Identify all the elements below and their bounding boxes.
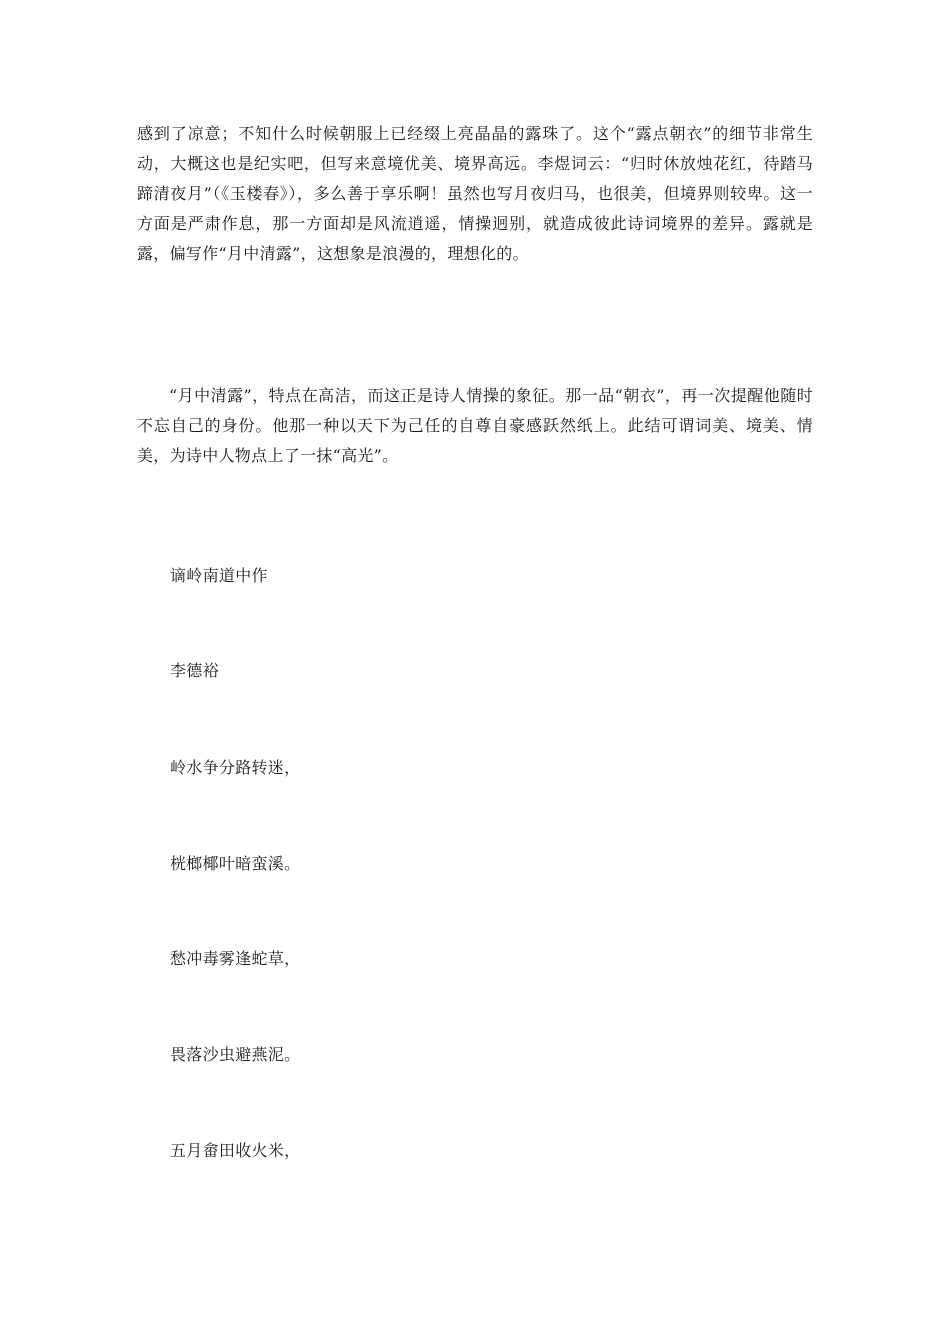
poem-line-5: 五月畲田收火米， [170,1141,301,1160]
poem-line-1: 岭水争分路转迷， [170,758,301,777]
poem-author: 李德裕 [170,661,219,680]
poem-line-4: 畏落沙虫避燕泥。 [170,1045,301,1064]
poem-title: 谪岭南道中作 [170,566,268,585]
body-paragraph-2: “月中清露”，特点在高洁，而这正是诗人情操的象征。那一品“朝衣”，再一次提醒他随时不忘自己的身份。他那一种以天下为己任的自尊自豪感跃然纸上。此结可谓词美、境美、情美，为诗中人物点上了一抹“高光”。 [137,386,813,465]
body-paragraph-1: 感到了凉意；不知什么时候朝服上已经缀上亮晶晶的露珠了。这个“露点朝衣”的细节非常生动，大概这也是纪实吧，但写来意境优美、境界高远。李煜词云：“归时休放烛花红，待踏马蹄清夜月”（《玉楼春》），多么善于享乐啊！虽然也写月夜归马，也很美，但境界则较卑。这一方面是严肃作息，那一方面却是风流逍遥，情操迥别，就造成彼此诗词境界的差异。露就是露，偏写作“月中清露”，这想象是浪漫的，理想化的。 [137,124,813,263]
poem-line-2: 桄榔椰叶暗蛮溪。 [170,854,301,873]
poem-line-3: 愁冲毒雾逢蛇草， [170,949,301,968]
